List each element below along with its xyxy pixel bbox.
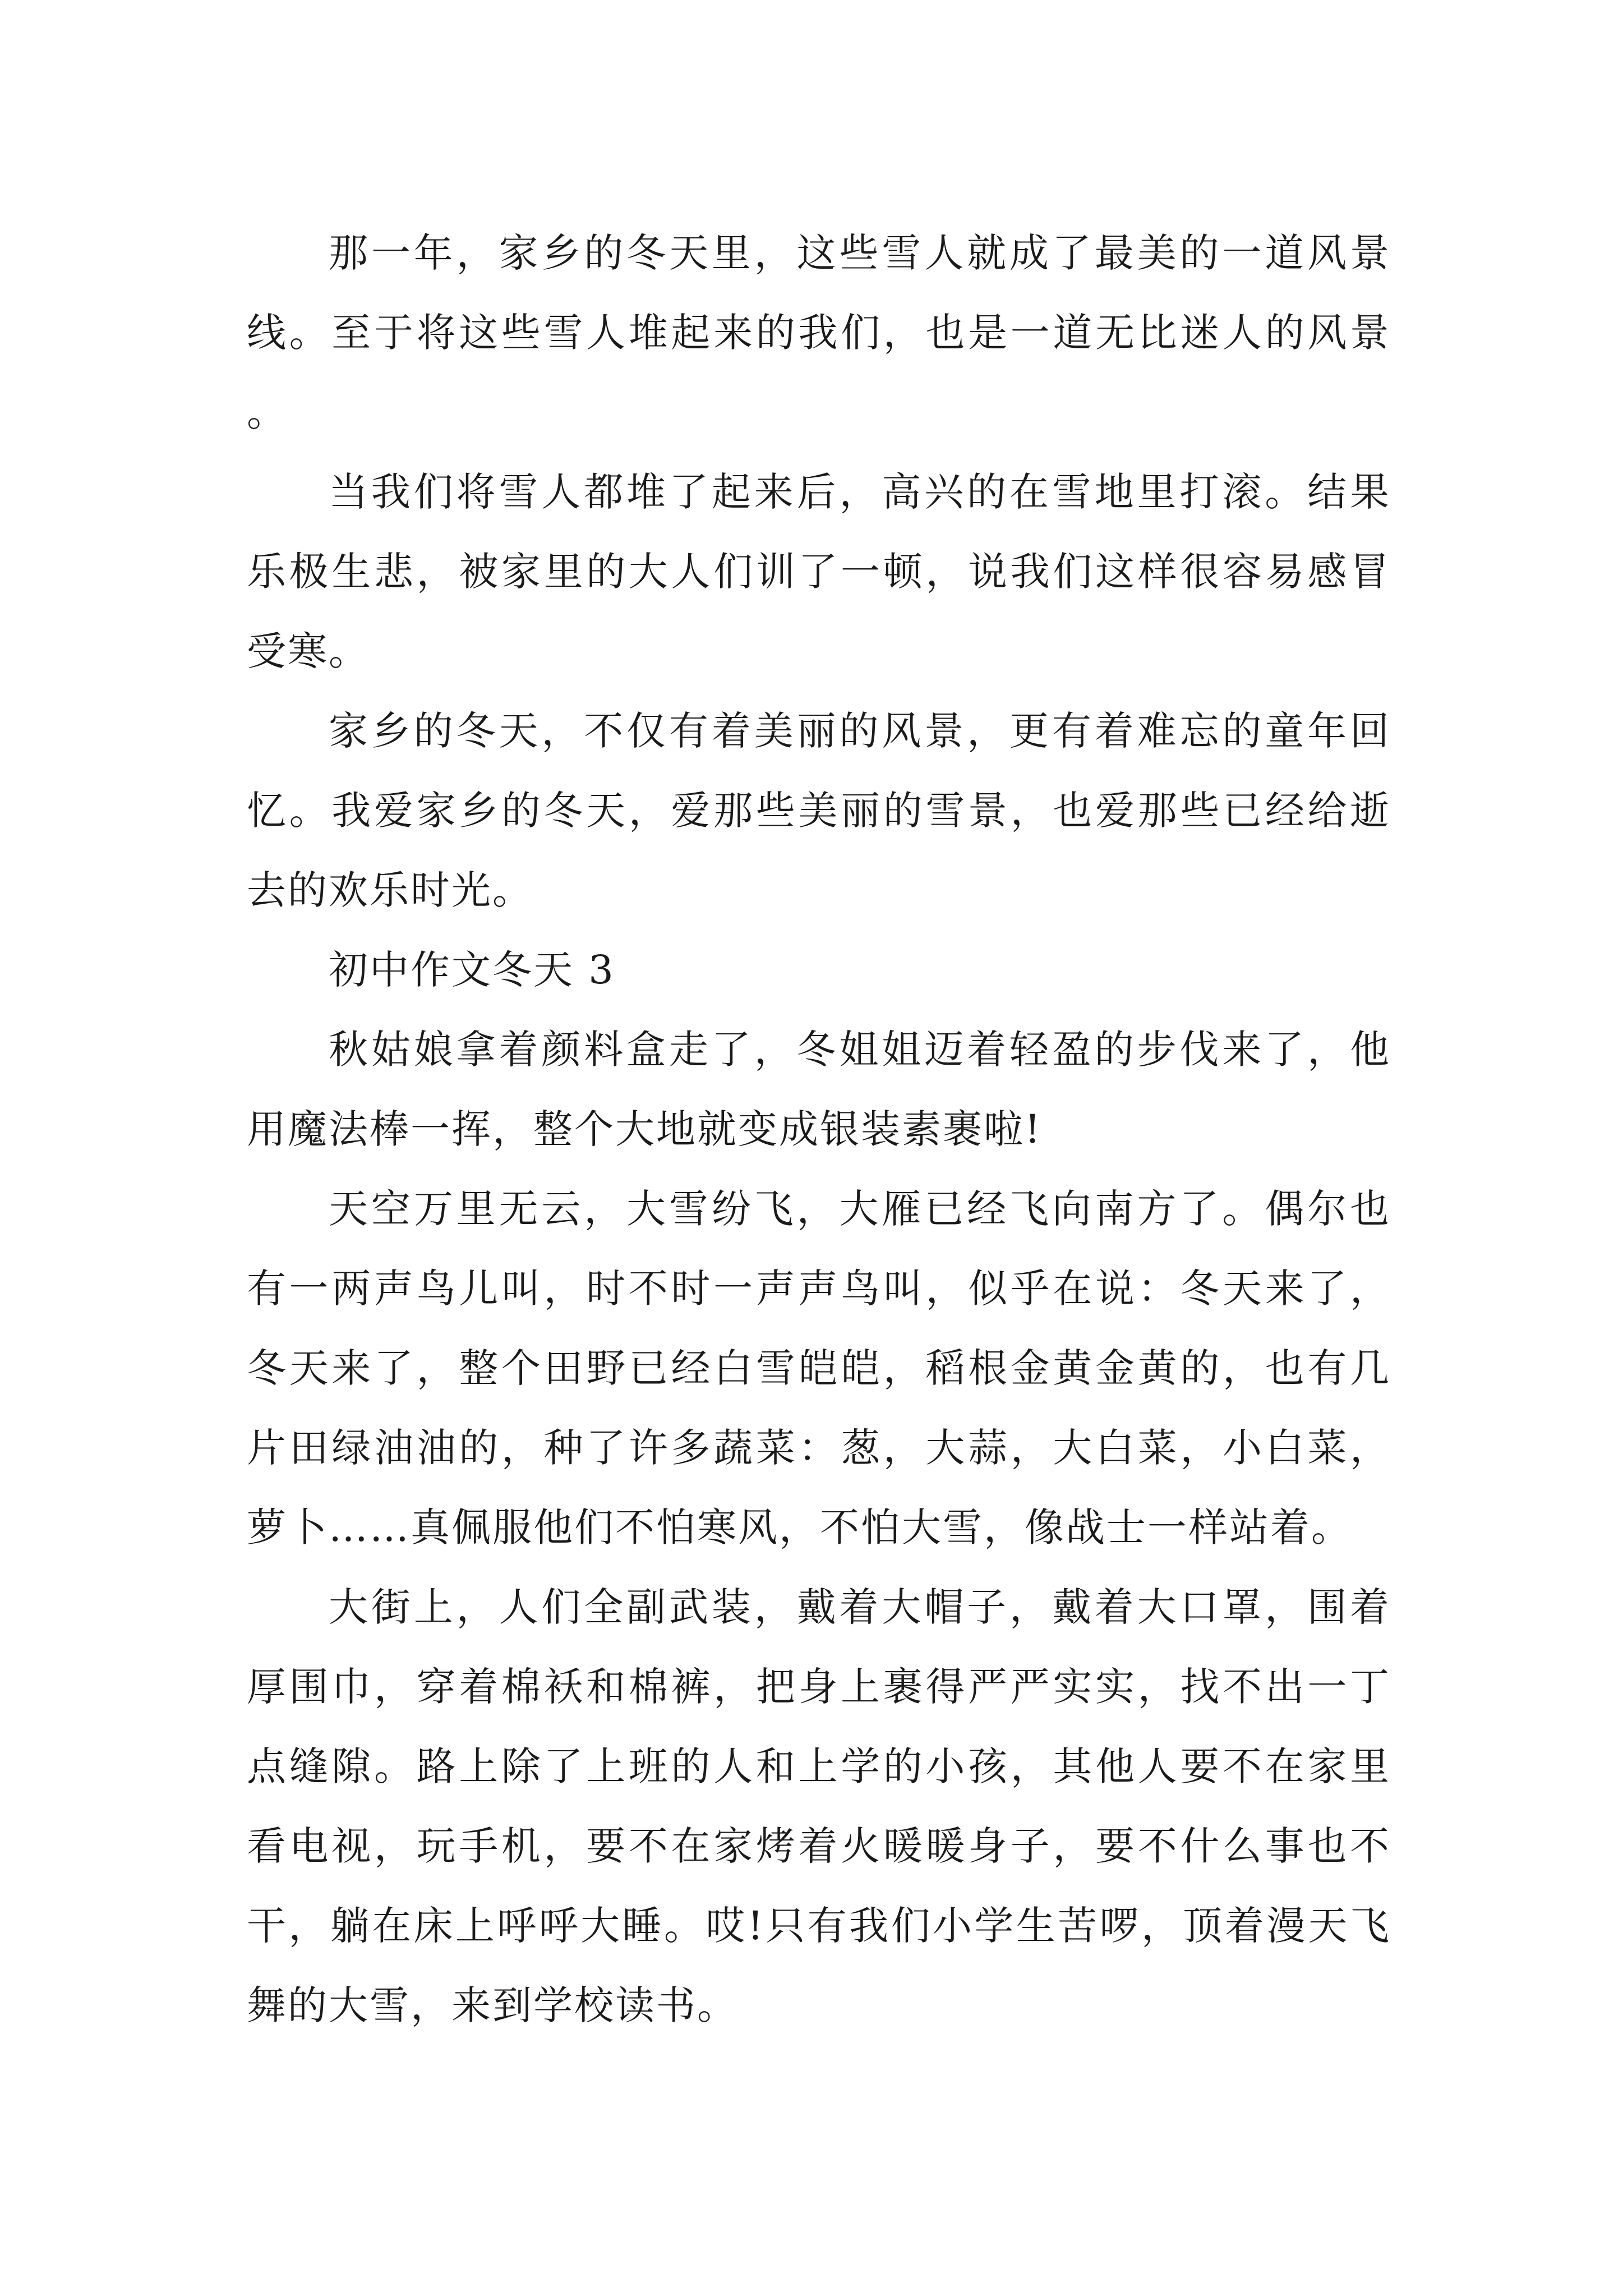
paragraph-sky-and-fields: 天空万里无云，大雪纷飞，大雁已经飞向南方了。偶尔也有一两声鸟儿叫，时不时一声声鸟叫，似乎在说：冬天来了，冬天来了，整个田野已经白雪皑皑，稻根金黄金黄的，也有几片田绿油油的，种了许多蔬菜：葱，大蒜，大白菜，小白菜，萝卜……真佩服他们不怕寒风，不怕大雪，像战士一样站着。 bbox=[247, 1186, 1391, 1550]
paragraph-love-hometown-winter: 家乡的冬天，不仅有着美丽的风景，更有着难忘的童年回忆。我爱家乡的冬天，爱那些美丽的雪景，也爱那些已经给逝去的欢乐时光。 bbox=[247, 708, 1391, 913]
paragraph-street-people: 大街上，人们全副武装，戴着大帽子，戴着大口罩，围着厚围巾，穿着棉袄和棉裤，把身上裹得严严实实，找不出一丁点缝隙。路上除了上班的人和上学的小孩，其他人要不在家里看电视，玩手机，要不在家烤着火暖暖身子，要不什么事也不干，躺在床上呼呼大睡。哎!只有我们小学生苦啰，顶着漫天飞舞的大雪，来到学校读书。 bbox=[247, 1584, 1391, 2028]
paragraph-rolling-in-snow: 当我们将雪人都堆了起来后，高兴的在雪地里打滚。结果乐极生悲，被家里的大人们训了一顿，说我们这样很容易感冒受寒。 bbox=[247, 469, 1391, 674]
paragraph-snowmen-scenery: 那一年，家乡的冬天里，这些雪人就成了最美的一道风景线。至于将这些雪人堆起来的我们，也是一道无比迷人的风景。 bbox=[247, 230, 1391, 435]
paragraph-winter-arrives: 秋姑娘拿着颜料盒走了，冬姐姐迈着轻盈的步伐来了，他用魔法棒一挥，整个大地就变成银装素裹啦! bbox=[247, 1027, 1391, 1152]
document-body bbox=[247, 213, 1391, 2045]
section-title: 初中作文冬天 3 bbox=[329, 947, 615, 993]
